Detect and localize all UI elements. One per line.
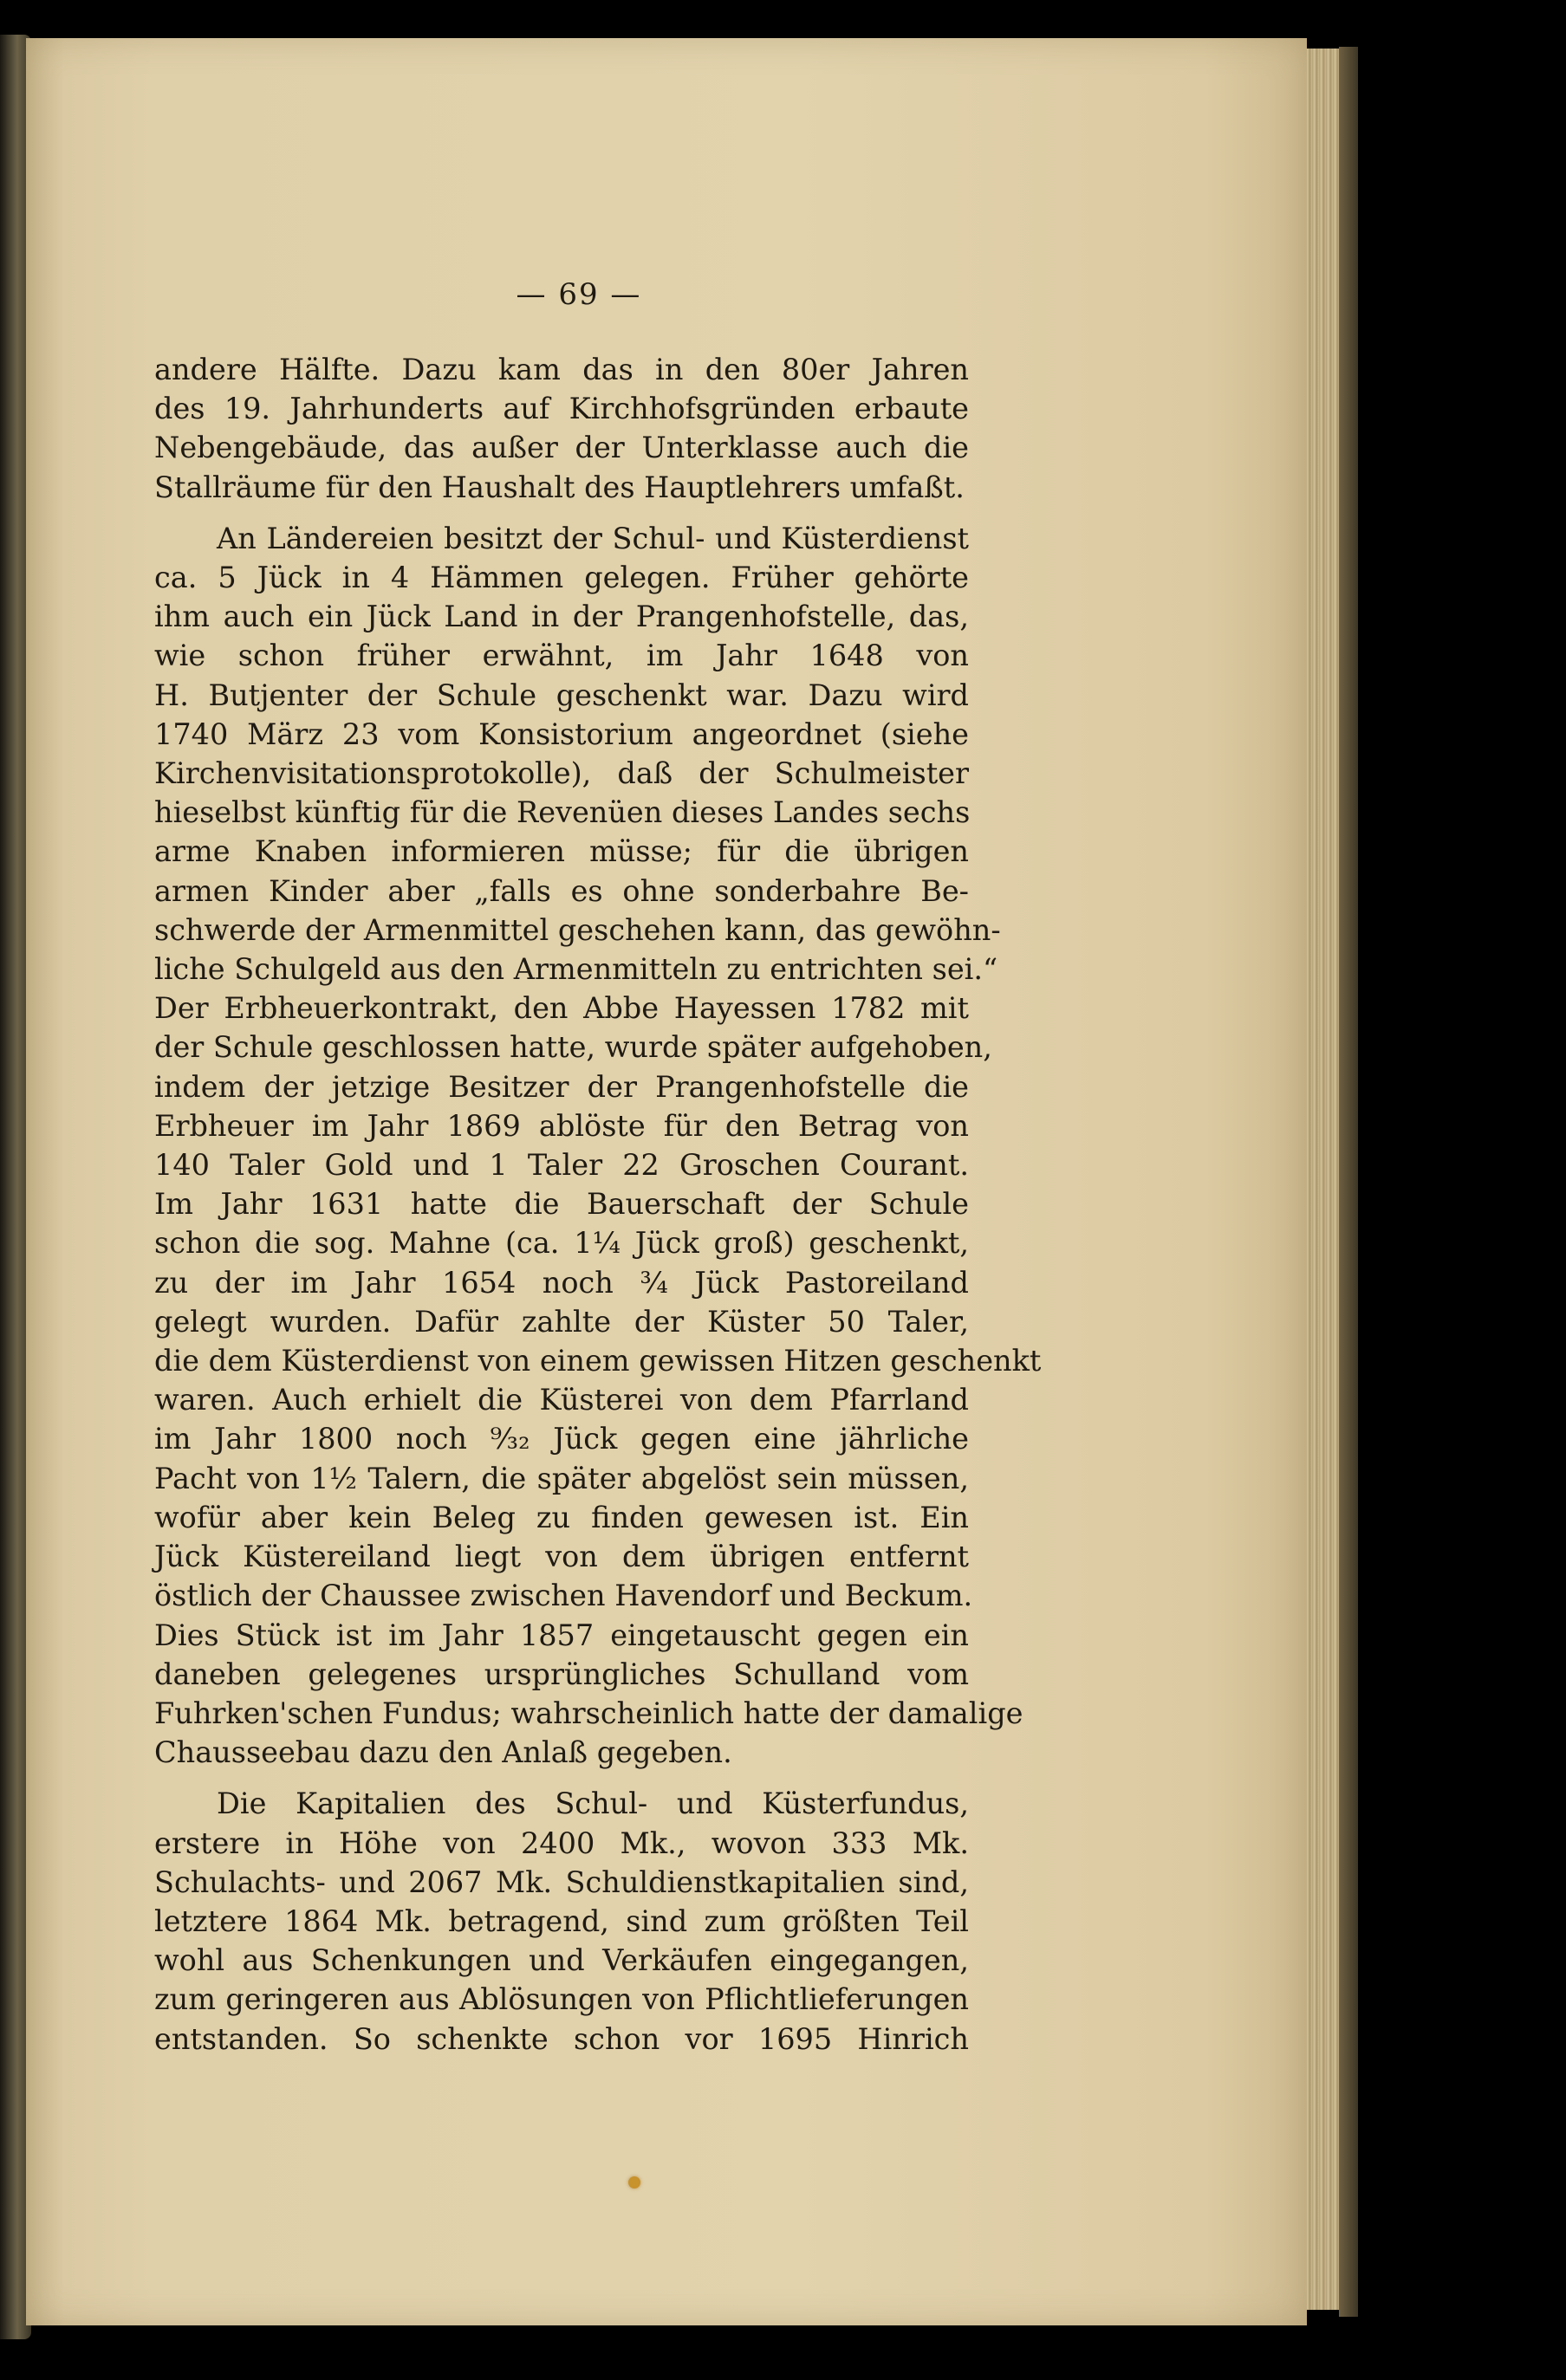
text-line: liche Schulgeld aus den Armenmitteln zu entrichten sei.“ <box>154 952 998 987</box>
ink-spot-ornament <box>628 2176 640 2189</box>
text-line: die dem Küsterdienst von einem gewissen Hitzen geschenkt <box>154 1344 1042 1378</box>
text-line: wofür aber kein Beleg zu finden gewesen ist. Ein <box>154 1500 969 1534</box>
text-line: Dies Stück ist im Jahr 1857 eingetauscht gegen ein <box>154 1618 969 1652</box>
text-line: Kirchenvisitationsprotokolle), daß der Schulmeister <box>154 756 969 791</box>
book-cover-edge <box>1339 47 1358 2317</box>
text-line: erstere in Höhe von 2400 Mk., wovon 333 Mk. <box>154 1826 969 1860</box>
text-line: Stallräume für den Haushalt des Hauptlehrers umfaßt. <box>154 470 965 504</box>
text-line: hieselbst künftig für die Revenüen dieses Landes sechs <box>154 795 971 830</box>
text-line: zu der im Jahr 1654 noch ¾ Jück Pastoreiland <box>154 1265 969 1300</box>
text-line: wohl aus Schenkungen und Verkäufen eingegangen, <box>154 1943 969 1978</box>
text-line: Erbheuer im Jahr 1869 ablöste für den Betrag von <box>154 1108 969 1143</box>
text-line: Fuhrken'schen Fundus; wahrscheinlich hatte der damalige <box>154 1696 1023 1730</box>
text-line: entstanden. So schenkte schon vor 1695 Hinrich <box>154 2021 969 2056</box>
text-line: H. Butjenter der Schule geschenkt war. Dazu wird <box>154 678 969 712</box>
text-line: schwerde der Armenmittel geschehen kann, das gewöhn- <box>154 912 1001 947</box>
text-line: Schulachts- und 2067 Mk. Schuldienstkapitalien sind, <box>154 1864 969 1899</box>
text-line: der Schule geschlossen hatte, wurde später aufgehoben, <box>154 1030 992 1065</box>
text-line: gelegt wurden. Dafür zahlte der Küster 50 Taler, <box>154 1304 969 1339</box>
text-line: schon die sog. Mahne (ca. 1¼ Jück groß) geschenkt, <box>154 1226 969 1261</box>
text-line: Jück Küstereiland liegt von dem übrigen entfernt <box>154 1540 969 1574</box>
text-line: ihm auch ein Jück Land in der Prangenhofstelle, das, <box>154 600 969 634</box>
text-line: An Ländereien besitzt der Schul- und Küsterdienst <box>217 521 969 555</box>
text-line: armen Kinder aber „falls es ohne sonderbahre Be- <box>154 873 969 908</box>
text-line: des 19. Jahrhunderts auf Kirchhofsgründen erbaute <box>154 392 969 426</box>
text-line: arme Knaben informieren müsse; für die übrigen <box>154 834 969 869</box>
text-line: indem der jetzige Besitzer der Prangenhofstelle die <box>154 1069 969 1104</box>
text-line: letztere 1864 Mk. betragend, sind zum größten Teil <box>154 1903 969 1938</box>
text-line: zum geringeren aus Ablösungen von Pflichtlieferungen <box>154 1982 969 2017</box>
paragraph-2 <box>154 519 1042 1773</box>
text-line: Pacht von 1½ Talern, die später abgelöst sein müssen, <box>154 1461 969 1495</box>
text-line: Der Erbheuerkontrakt, den Abbe Hayessen 1782 mit <box>154 991 969 1026</box>
paragraph-3 <box>154 1784 969 2058</box>
text-line: 140 Taler Gold und 1 Taler 22 Groschen Courant. <box>154 1148 969 1183</box>
text-line: 1740 März 23 vom Konsistorium angeordnet (siehe <box>154 717 969 751</box>
paragraph-1 <box>154 350 969 507</box>
page-number: — 69 — <box>516 277 642 312</box>
text-line: im Jahr 1800 noch ⁹⁄₃₂ Jück gegen eine jährliche <box>154 1422 969 1456</box>
text-line: waren. Auch erhielt die Küsterei von dem Pfarrland <box>154 1383 969 1417</box>
text-line: wie schon früher erwähnt, im Jahr 1648 von <box>154 639 969 673</box>
text-line: östlich der Chaussee zwischen Havendorf und Beckum. <box>154 1579 973 1613</box>
text-line: Chausseebau dazu den Anlaß gegeben. <box>154 1735 732 1770</box>
text-line: daneben gelegenes ursprüngliches Schulland vom <box>154 1657 969 1691</box>
text-line: Im Jahr 1631 hatte die Bauerschaft der Schule <box>154 1187 969 1222</box>
text-line: ca. 5 Jück in 4 Hämmen gelegen. Früher gehörte <box>154 561 969 595</box>
text-line: andere Hälfte. Dazu kam das in den 80er Jahren <box>154 353 969 386</box>
text-line: Die Kapitalien des Schul- und Küsterfundus, <box>217 1787 969 1821</box>
page-text-block <box>154 277 1042 2059</box>
text-line: Nebengebäude, das außer der Unterklasse auch die <box>154 431 969 465</box>
